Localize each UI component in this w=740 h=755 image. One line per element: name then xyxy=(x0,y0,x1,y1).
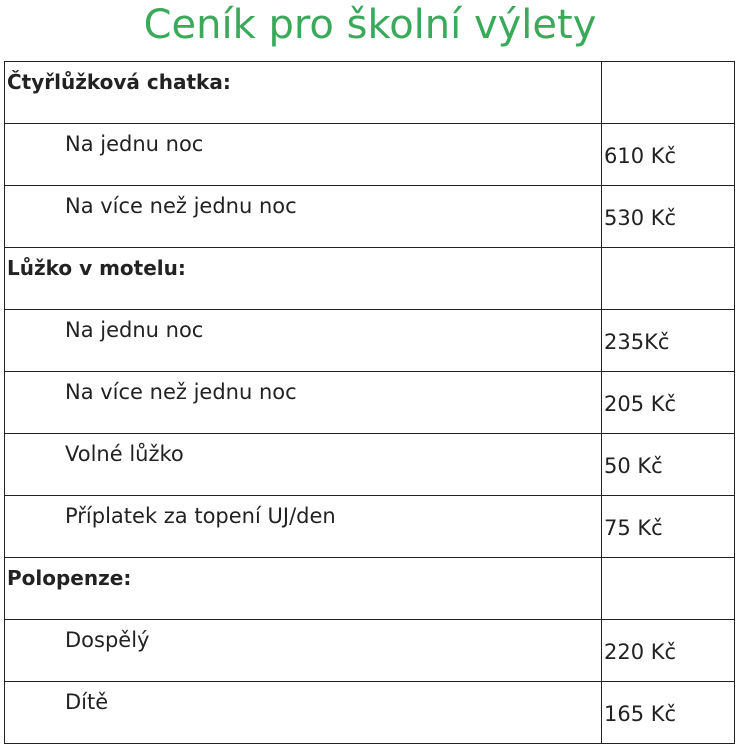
label-cell xyxy=(5,620,602,682)
price-table xyxy=(4,61,735,744)
price-value xyxy=(602,248,734,268)
category-label: Polopenze: xyxy=(7,566,132,590)
price-value xyxy=(602,558,734,578)
item-label: Na jednu noc xyxy=(65,318,204,342)
table-row xyxy=(5,496,735,558)
category-label: Čtyřlůžková chatka: xyxy=(7,70,231,94)
category-label: Lůžko v motelu: xyxy=(7,256,186,280)
price-cell xyxy=(602,62,735,124)
table-row xyxy=(5,248,735,310)
price-value: 220 Kč xyxy=(604,640,677,664)
table-row xyxy=(5,62,735,124)
table-row xyxy=(5,310,735,372)
price-cell xyxy=(602,434,735,496)
label-cell xyxy=(5,62,602,124)
table-row xyxy=(5,186,735,248)
label-cell xyxy=(5,310,602,372)
price-value: 75 Kč xyxy=(604,516,663,540)
price-cell xyxy=(602,496,735,558)
price-cell xyxy=(602,372,735,434)
label-cell xyxy=(5,496,602,558)
table-row xyxy=(5,434,735,496)
price-cell xyxy=(602,124,735,186)
price-value: 50 Kč xyxy=(604,454,663,478)
price-cell xyxy=(602,682,735,744)
price-value: 530 Kč xyxy=(604,206,677,230)
item-label: Dospělý xyxy=(65,628,150,652)
price-value: 205 Kč xyxy=(604,392,677,416)
price-value xyxy=(602,62,734,82)
item-label: Na jednu noc xyxy=(65,132,204,156)
table-row xyxy=(5,372,735,434)
price-value: 235Kč xyxy=(604,330,670,354)
price-cell xyxy=(602,310,735,372)
label-cell xyxy=(5,558,602,620)
price-cell xyxy=(602,248,735,310)
price-cell xyxy=(602,558,735,620)
label-cell xyxy=(5,372,602,434)
item-label: Na více než jednu noc xyxy=(65,194,297,218)
price-value: 610 Kč xyxy=(604,144,677,168)
item-label: Volné lůžko xyxy=(65,442,184,466)
table-row xyxy=(5,558,735,620)
price-cell xyxy=(602,186,735,248)
item-label: Dítě xyxy=(65,690,109,714)
label-cell xyxy=(5,682,602,744)
label-cell xyxy=(5,186,602,248)
label-cell xyxy=(5,434,602,496)
item-label: Na více než jednu noc xyxy=(65,380,297,404)
item-label: Příplatek za topení UJ/den xyxy=(65,504,336,528)
price-value: 165 Kč xyxy=(604,702,677,726)
page-title: Ceník pro školní výlety xyxy=(143,2,597,48)
table-row xyxy=(5,620,735,682)
label-cell xyxy=(5,248,602,310)
table-row xyxy=(5,124,735,186)
label-cell xyxy=(5,124,602,186)
price-cell xyxy=(602,620,735,682)
table-row xyxy=(5,682,735,744)
